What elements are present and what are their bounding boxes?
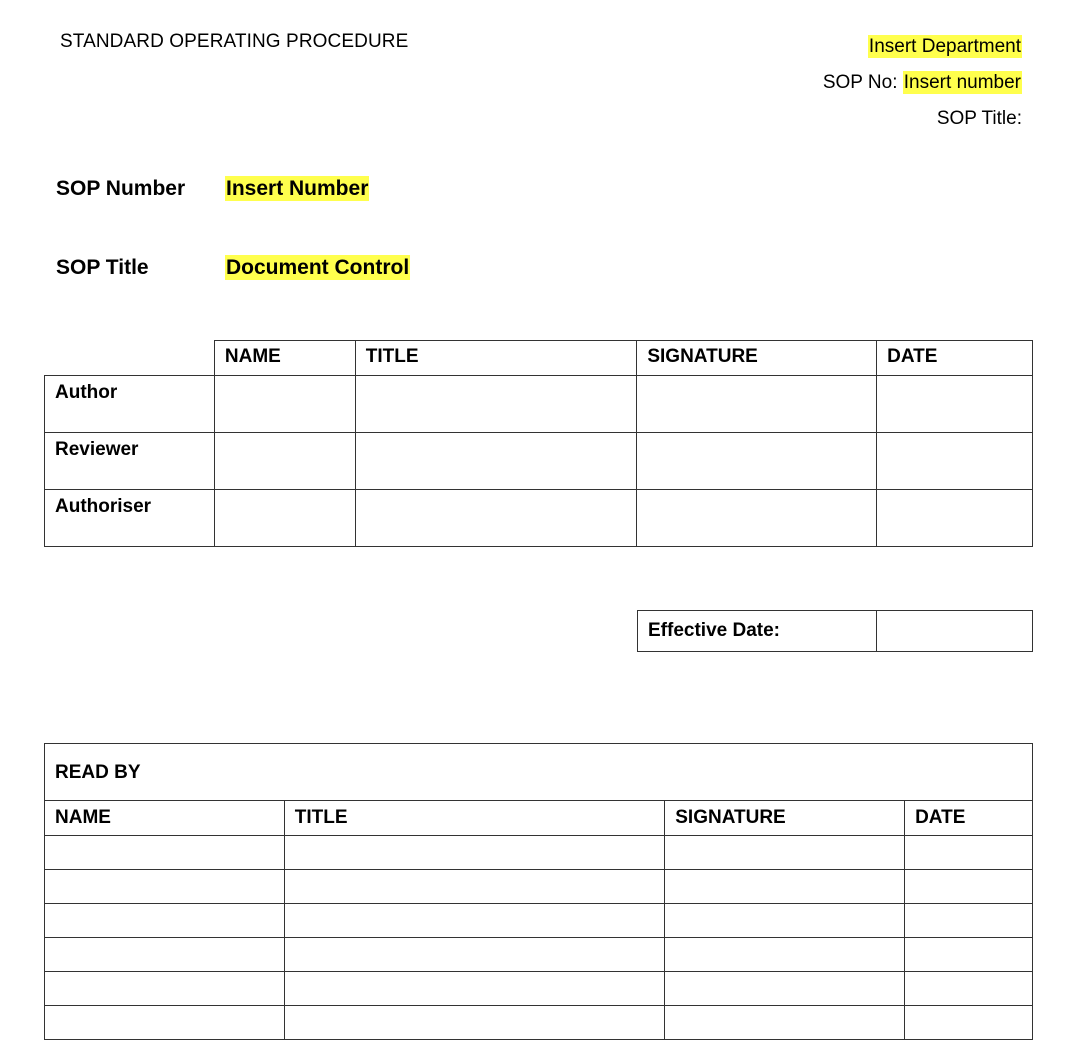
date-cell[interactable] xyxy=(905,904,1033,938)
row-label: Author xyxy=(45,376,215,433)
read-by-title-row xyxy=(45,744,1033,801)
date-cell[interactable] xyxy=(877,433,1033,490)
name-cell[interactable] xyxy=(214,433,355,490)
sop-title-label: SOP Title xyxy=(56,256,149,279)
sop-title-row xyxy=(56,256,410,280)
effective-date-table xyxy=(637,610,1033,652)
running-header xyxy=(823,29,1022,137)
title-cell[interactable] xyxy=(284,870,665,904)
table-row xyxy=(45,972,1033,1006)
name-cell[interactable] xyxy=(45,938,285,972)
title-cell[interactable] xyxy=(284,836,665,870)
read-by-title: READ BY xyxy=(45,744,1033,801)
signature-cell[interactable] xyxy=(637,376,877,433)
signature-cell[interactable] xyxy=(665,870,905,904)
sop-number-placeholder[interactable]: Insert Number xyxy=(226,177,369,200)
signature-cell[interactable] xyxy=(665,972,905,1006)
date-cell[interactable] xyxy=(877,490,1033,547)
row-label: Authoriser xyxy=(45,490,215,547)
sop-number-row xyxy=(56,177,369,201)
date-cell[interactable] xyxy=(905,836,1033,870)
column-header: DATE xyxy=(877,341,1033,376)
signature-cell[interactable] xyxy=(637,433,877,490)
signoff-row-reviewer xyxy=(45,433,1033,490)
title-cell[interactable] xyxy=(284,972,665,1006)
table-row xyxy=(45,836,1033,870)
date-cell[interactable] xyxy=(905,1006,1033,1040)
signoff-row-authoriser xyxy=(45,490,1033,547)
name-cell[interactable] xyxy=(214,490,355,547)
effective-date-field[interactable] xyxy=(877,611,1033,652)
title-cell[interactable] xyxy=(284,938,665,972)
title-cell[interactable] xyxy=(284,904,665,938)
column-header: NAME xyxy=(214,341,355,376)
sop-no-placeholder[interactable]: Insert number xyxy=(903,72,1021,93)
table-row xyxy=(45,938,1033,972)
signoff-header-row xyxy=(45,341,1033,376)
date-cell[interactable] xyxy=(877,376,1033,433)
column-header: NAME xyxy=(45,801,285,836)
signature-cell[interactable] xyxy=(665,904,905,938)
signoff-table xyxy=(44,340,1033,547)
name-cell[interactable] xyxy=(45,904,285,938)
sop-title-placeholder[interactable]: Document Control xyxy=(226,256,410,279)
effective-date-label: Effective Date: xyxy=(638,611,877,652)
table-row xyxy=(45,1006,1033,1040)
title-cell[interactable] xyxy=(355,433,637,490)
table-row xyxy=(45,904,1033,938)
column-header: DATE xyxy=(905,801,1033,836)
document-type-heading: STANDARD OPERATING PROCEDURE xyxy=(60,31,409,52)
name-cell[interactable] xyxy=(214,376,355,433)
sop-title-header-label: SOP Title: xyxy=(936,108,1022,129)
date-cell[interactable] xyxy=(905,870,1033,904)
signoff-row-author xyxy=(45,376,1033,433)
department-placeholder[interactable]: Insert Department xyxy=(868,36,1021,57)
name-cell[interactable] xyxy=(45,870,285,904)
signature-cell[interactable] xyxy=(665,1006,905,1040)
column-header: TITLE xyxy=(284,801,665,836)
signature-cell[interactable] xyxy=(665,938,905,972)
column-header: TITLE xyxy=(355,341,637,376)
signature-cell[interactable] xyxy=(665,836,905,870)
signature-cell[interactable] xyxy=(637,490,877,547)
column-header: SIGNATURE xyxy=(637,341,877,376)
name-cell[interactable] xyxy=(45,1006,285,1040)
title-cell[interactable] xyxy=(355,376,637,433)
column-header: SIGNATURE xyxy=(665,801,905,836)
title-cell[interactable] xyxy=(284,1006,665,1040)
sop-no-label: SOP No: xyxy=(822,72,898,93)
table-row xyxy=(45,870,1033,904)
sop-number-label: SOP Number xyxy=(56,177,186,200)
title-cell[interactable] xyxy=(355,490,637,547)
read-by-header-row xyxy=(45,801,1033,836)
row-label: Reviewer xyxy=(45,433,215,490)
date-cell[interactable] xyxy=(905,972,1033,1006)
name-cell[interactable] xyxy=(45,972,285,1006)
read-by-table xyxy=(44,743,1033,1040)
date-cell[interactable] xyxy=(905,938,1033,972)
table-corner xyxy=(45,341,215,376)
name-cell[interactable] xyxy=(45,836,285,870)
